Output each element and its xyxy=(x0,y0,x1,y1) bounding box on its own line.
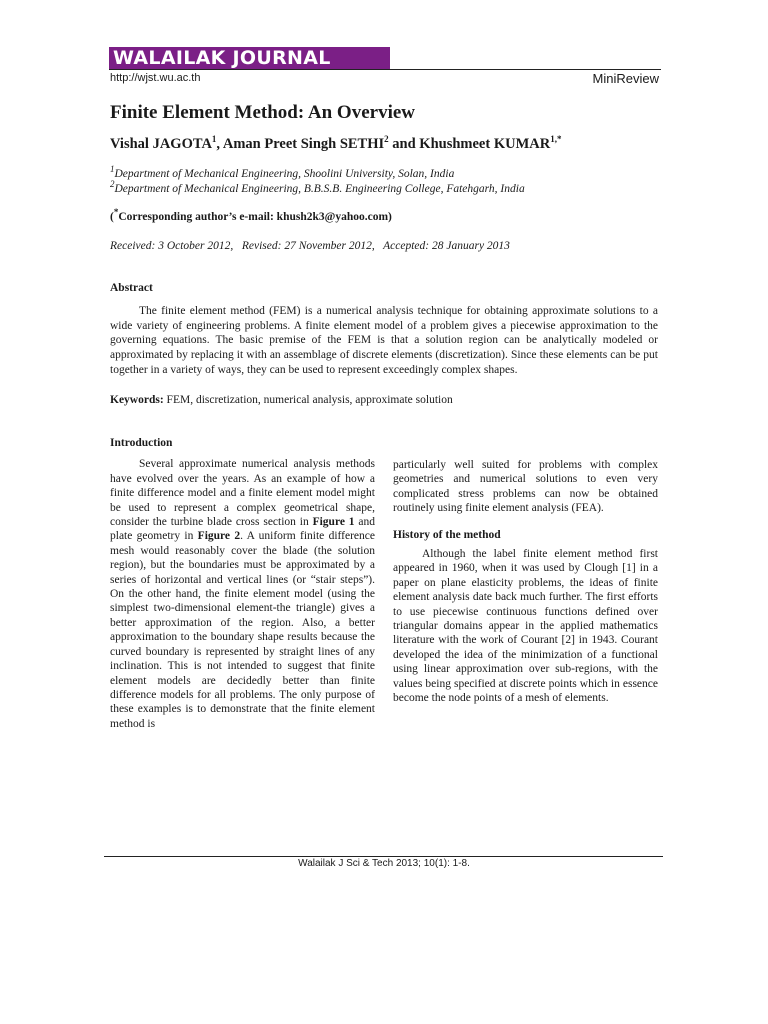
corresponding-open: ( xyxy=(110,211,114,223)
history-paragraph: Although the label finite element method first appeared in 1960, when it was used by Clough [1] in a paper on plane elasticity problems, the ideas of finite element analysis date back much further. The first efforts to use piecewise continuous functions defined over triangular domains appear in the applied mathematics literature with the work of Courant [2] in 1943. Courant developed the idea of the minimization of a functional using linear approximation over sub-regions, with the values being specified at discrete points which in essence become the node points of a mesh of elements. xyxy=(393,548,658,705)
abstract-heading: Abstract xyxy=(110,282,153,294)
author-list xyxy=(110,136,561,153)
author-affiliation-mark: 2 xyxy=(384,134,389,145)
corresponding-email: Corresponding author’s e-mail: khush2k3@yahoo.com) xyxy=(118,211,392,223)
affiliation-2 xyxy=(110,179,525,195)
author-affiliation-mark: 1 xyxy=(211,134,217,145)
journal-citation-footer: Walailak J Sci & Tech 2013; 10(1): 1-8. xyxy=(298,858,470,869)
journal-logo: WALAILAK JOURNAL xyxy=(109,47,390,69)
figure-2-ref[interactable]: Figure 2 xyxy=(197,530,241,543)
intro-text-a: Several approximate numerical analysis methods have evolved over the years. As an example of how a finite difference model and a finite element model might be used to represent a complex geometrical shape, consider the turbine blade cross section in xyxy=(110,458,375,529)
intro-text-c: . A uniform finite difference mesh would reasonably cover the blade (the solution region), but the boundaries must be approximated by a series of horizontal and vertical lines (or “stair steps”). On the other hand, the finite element model (using the simplest two-dimensional element-the triangle) gives a better approximation of the region. Also, a better approximation to the boundary shape results because the curved boundary is represented by straight lines of any inclination. This is not intended to suggest that finite element models are decidedly better than finite difference models for all problems. The only purpose of these examples is to demonstrate that the finite element method is xyxy=(110,530,375,730)
author-name: Khushmeet KUMAR xyxy=(419,136,551,152)
affiliation-text: Department of Mechanical Engineering, B.B.S.B. Engineering College, Fatehgarh, India xyxy=(114,183,525,195)
affiliation-number: 1 xyxy=(110,164,115,175)
history-heading: History of the method xyxy=(393,528,501,541)
keywords-text: FEM, discretization, numerical analysis, approximate solution xyxy=(163,394,453,406)
keywords xyxy=(110,394,453,406)
journal-url-link[interactable]: http://wjst.wu.ac.th xyxy=(110,72,201,84)
footer-rule xyxy=(104,856,663,857)
abstract-paragraph: The finite element method (FEM) is a numerical analysis technique for obtaining approximate solutions to a wide variety of engineering problems. A finite element model of a problem gives a piecewise approximation to the governing equations. The basic premise of the FEM is that a solution region can be analytically modeled or approximated by replacing it with an assemblage of discrete elements (discretization). Since these elements can be put together in a variety of ways, they can be used to represent exceedingly complex shapes. xyxy=(110,305,658,376)
affiliation-text: Department of Mechanical Engineering, Shoolini University, Solan, India xyxy=(114,168,455,180)
paper-title: Finite Element Method: An Overview xyxy=(110,102,416,123)
author-name: Vishal JAGOTA xyxy=(110,136,212,152)
author-name: Aman Preet Singh SETHI xyxy=(222,136,385,152)
author-separator: , xyxy=(216,136,223,152)
introduction-continuation: particularly well suited for problems with complex geometries and numerical solutions to even very complicated stress problems can now be obtained routinely using finite element analysis (FEA). xyxy=(393,459,658,515)
author-affiliation-mark: 1,* xyxy=(550,134,562,145)
left-column xyxy=(110,436,375,731)
right-column xyxy=(393,458,658,706)
header-rule xyxy=(109,69,661,70)
intro-text-b: and plate geometry in xyxy=(110,516,375,543)
author-separator: and xyxy=(388,136,420,152)
corresponding-mark: * xyxy=(113,207,119,218)
keywords-label: Keywords: xyxy=(110,394,164,406)
affiliation-number: 2 xyxy=(110,179,115,190)
figure-1-ref[interactable]: Figure 1 xyxy=(312,516,355,529)
affiliation-1 xyxy=(110,164,455,180)
introduction-paragraph xyxy=(110,457,375,731)
publication-dates: Received: 3 October 2012, Revised: 27 November 2012, Accepted: 28 January 2013 xyxy=(110,240,510,252)
introduction-heading: Introduction xyxy=(110,437,173,449)
article-type-label: MiniReview xyxy=(592,71,659,86)
abstract-body xyxy=(110,304,658,378)
corresponding-author xyxy=(110,207,392,223)
